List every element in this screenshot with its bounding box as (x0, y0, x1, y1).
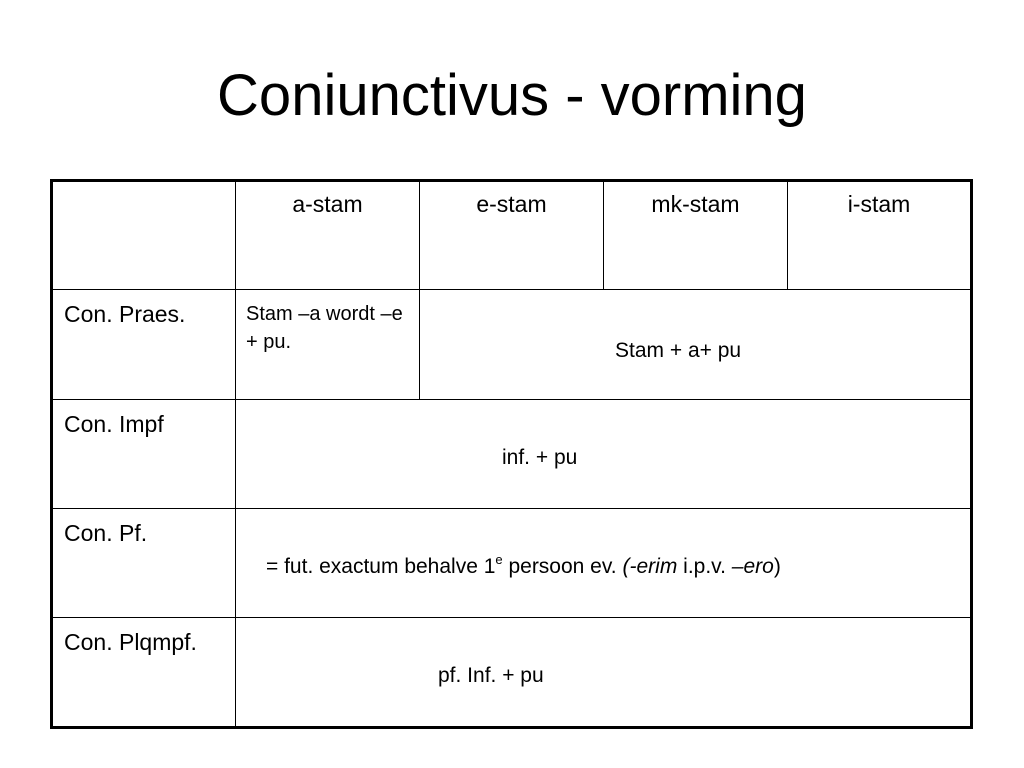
pf-rule-cell (236, 509, 972, 618)
row-label-con-impf: Con. Impf (52, 400, 236, 509)
impf-rule-cell (236, 400, 972, 509)
pf-rule-open-paren: ( (622, 555, 630, 578)
slide-title: Coniunctivus - vorming (217, 63, 807, 128)
table-row-con-praes (52, 290, 972, 400)
pf-rule-superscript: e (495, 552, 503, 567)
header-mk-stam: mk-stam (604, 181, 788, 290)
table-row-con-impf (52, 400, 972, 509)
header-corner-cell (52, 181, 236, 290)
pf-rule-plain: i.p.v. (677, 555, 732, 578)
pf-rule-text (266, 554, 781, 580)
plqmpf-rule-cell (236, 618, 972, 728)
table-row-con-plqmpf (52, 618, 972, 728)
pf-rule-prefix: = fut. exactum behalve 1 (266, 555, 496, 578)
table-row-con-pf (52, 509, 972, 618)
plqmpf-rule-text: pf. Inf. + pu (438, 664, 544, 687)
header-i-stam: i-stam (788, 181, 972, 290)
pf-rule-italic-erim: -erim (629, 555, 678, 578)
row-label-con-praes: Con. Praes. (52, 290, 236, 400)
impf-rule-text: inf. + pu (502, 446, 578, 469)
other-stems-rule-cell (420, 290, 972, 400)
pf-rule-middle: persoon ev. (502, 555, 623, 578)
pf-rule-close-paren: ) (773, 555, 781, 578)
row-label-con-pf: Con. Pf. (52, 509, 236, 618)
header-a-stam: a-stam (236, 181, 420, 290)
a-stam-rule-note: Stam –a wordt –e + pu. (236, 290, 420, 400)
other-stems-rule-text: Stam + a+ pu (615, 339, 742, 362)
table-header-row (52, 181, 972, 290)
row-label-con-plqmpf: Con. Plqmpf. (52, 618, 236, 728)
conjunctive-formation-table (50, 179, 973, 729)
pf-rule-italic-ero: –ero (731, 555, 774, 578)
header-e-stam: e-stam (420, 181, 604, 290)
